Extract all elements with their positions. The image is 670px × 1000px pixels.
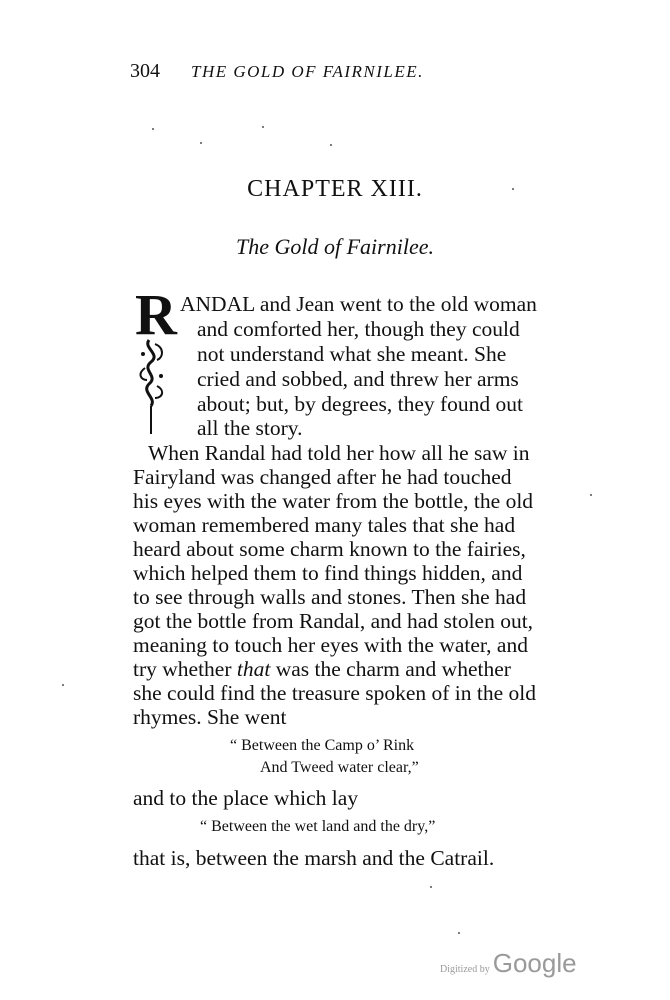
text-line: Fairyland was changed after he had touched: [133, 465, 512, 489]
verse-line: And Tweed water clear,”: [260, 759, 419, 776]
digitized-watermark: [440, 948, 577, 979]
text-line: that is, between the marsh and the Catrail.: [133, 846, 495, 870]
text-line: When Randal had told her how all he saw in: [148, 441, 530, 465]
scan-speck: [330, 144, 332, 146]
page-number: 304: [130, 60, 160, 82]
verse-line: “ Between the Camp o’ Rink: [230, 737, 415, 754]
scan-speck: [200, 142, 202, 144]
text-span: was the charm and whether: [270, 657, 511, 681]
text-line: to see through walls and stones. Then she had: [133, 585, 527, 609]
text-line: which helped them to find things hidden, and: [133, 561, 523, 585]
scan-speck: [430, 886, 432, 888]
scan-speck: [590, 494, 592, 496]
text-line: his eyes with the water from the bottle, the old: [133, 489, 534, 513]
scan-speck: [512, 188, 514, 190]
text-line: not understand what she meant. She: [197, 342, 507, 366]
text-span: try whether: [133, 657, 237, 681]
text-line: got the bottle from Randal, and had stolen out,: [133, 609, 534, 633]
text-line: and to the place which lay: [133, 786, 359, 810]
text-line: [133, 657, 511, 681]
book-title: THE GOLD OF FAIRNILEE.: [191, 62, 424, 81]
text-line: and comforted her, though they could: [197, 317, 520, 341]
running-head: [130, 60, 424, 83]
scan-speck: [262, 126, 264, 128]
emphasis-word: that: [236, 657, 271, 681]
chapter-title: The Gold of Fairnilee.: [236, 234, 434, 259]
drop-cap-letter: R: [135, 288, 177, 347]
text-line: all the story.: [197, 416, 303, 440]
watermark-prefix: Digitized by: [440, 964, 490, 975]
chapter-heading: CHAPTER XIII.: [247, 176, 423, 202]
drop-cap-ornament: [135, 288, 179, 436]
text-line: rhymes. She went: [133, 705, 287, 729]
text-line: meaning to touch her eyes with the water, and: [133, 633, 528, 657]
google-logo: Google: [492, 948, 577, 978]
text-line: she could find the treasure spoken of in the old: [133, 681, 537, 705]
text-line: heard about some charm known to the fairies,: [133, 537, 526, 561]
text-line: cried and sobbed, and threw her arms: [197, 367, 519, 391]
text-line: woman remembered many tales that she had: [133, 513, 516, 537]
scan-speck: [152, 128, 154, 130]
text-line: about; but, by degrees, they found out: [197, 392, 524, 416]
scan-speck: [458, 932, 460, 934]
verse-line: “ Between the wet land and the dry,”: [200, 818, 436, 835]
scan-speck: [62, 684, 64, 686]
text-line: ANDAL and Jean went to the old woman: [180, 292, 537, 316]
